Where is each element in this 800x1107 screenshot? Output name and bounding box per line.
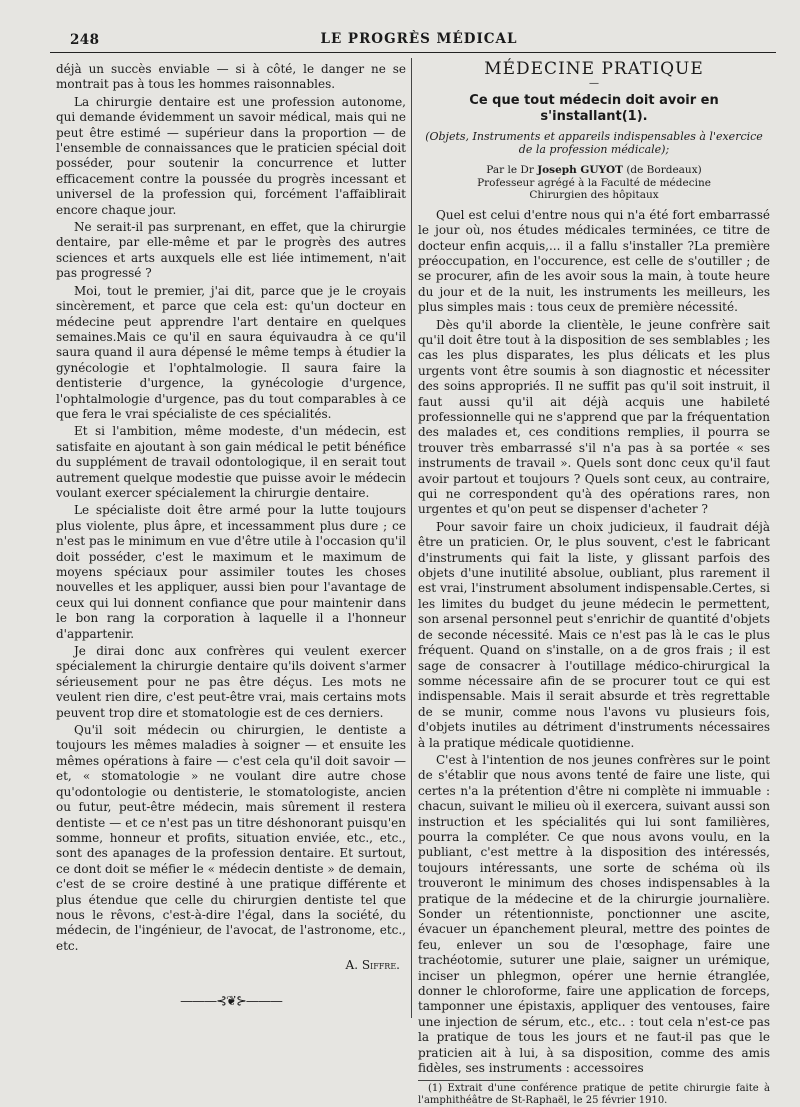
section-dash: —: [589, 78, 599, 90]
column-divider: [411, 58, 412, 1018]
header-rule: [50, 52, 776, 53]
running-head: [70, 30, 768, 50]
left-paragraph: Le spécialiste doit être armé pour la lutte toujours plus violente, plus âpre, et incessamment plus dure ; ce n'est pas le minimum en vue d'être utile à l'occasion qu'il doit posséder, c'est le maximum et le maximum de moyens spéciaux pour assimiler toutes les choses nouvelles et les appliquer, aussi bien pour l'avantage de ceux qui lui donnent confiance que pour maintenir dans le bon rang la corporation à laquelle il a l'honneur d'appartenir.: [56, 503, 406, 641]
journal-title: LE PROGRÈS MÉDICAL: [320, 31, 518, 47]
left-paragraph: Moi, tout le premier, j'ai dit, parce que je le croyais sincèrement, et parce que cela est: qu'un docteur en médecine peut apprendre l'art dentaire en quelques semaines.Mais ce qu'il en saura équivaudra à ce qu'il saura quand il aura dépensé le même temps à étudier la gynécologie et l'ophtalmologie. Il saura faire la dentisterie d'urgence, la gynécologie d'urgence, l'ophtalmologie d'urgence, pas du tout comparables à ce que fera le vrai spécialiste de ces spécialités.: [56, 283, 406, 421]
byline-suffix: (de Bordeaux): [626, 164, 702, 177]
author-signature: A. Siffre.: [345, 958, 400, 973]
left-paragraph: déjà un succès enviable — si à côté, le danger ne se montrait pas à tous les hommes raisonnables.: [56, 62, 406, 92]
left-column: [56, 62, 406, 1030]
right-column: [418, 59, 770, 1107]
left-paragraph: Ne serait-il pas surprenant, en effet, que la chirurgie dentaire, par elle-même et par le progrès des autres sciences et arts auxquels elle est liée intimement, n'ait pas progressé ?: [56, 220, 406, 281]
article-title: Ce que tout médecin doit avoir en s'installant(1).: [469, 93, 719, 124]
left-paragraph: Et si l'ambition, même modeste, d'un médecin, est satisfaite en ajoutant à son gain médical le petit bénéfice du supplément de travail odontologique, il en serait tout autrement quelque modestie que puisse avoir le médecin voulant exercer spécialement la chirurgie dentaire.: [56, 424, 406, 500]
fleuron-ornament: ———⊰❦⊱———: [180, 993, 282, 1009]
page-number: 248: [70, 32, 100, 48]
byline-prefix: Par le Dr: [486, 164, 534, 177]
footnote: (1) Extrait d'une conférence pratique de petite chirurgie faite à l'amphithéâtre de St-Raphaël, le 25 février 1910.: [418, 1083, 770, 1107]
section-title: MÉDECINE PRATIQUE: [484, 59, 704, 79]
left-paragraph: La chirurgie dentaire est une profession autonome, qui demande évidemment un savoir médical, mais qui ne peut être estimé — supérieur dans la proportion — de l'ensemble de connaissances que le praticien spécial doit posséder, pour soutenir la concurrence et lutter efficacement contre la poussée du progrès incessant et universel de la profession qui, forcément l'affaiblirait encore chaque jour.: [56, 94, 406, 217]
right-paragraph: Quel est celui d'entre nous qui n'a été fort embarrassé le jour où, nos études médicales terminées, ce titre de docteur enfin acquis,... il a fallu s'installer ?La première préoccupation, en l'occurence, est celle de s'outiller ; de se procurer, afin de les avoir sous la main, à toute heure du jour et de la nuit, les instruments les meilleurs, les plus simples mais : tous ceux de première nécessité.: [418, 207, 770, 315]
right-paragraph: Pour savoir faire un choix judicieux, il faudrait déjà être un praticien. Or, le plus souvent, c'est le fabricant d'instruments qui fait la liste, y glissant parfois des objets d'une inutilité absolue, oubliant, plus rarement il est vrai, l'instrument absolument indispensable.Certes, si les limites du budget du jeune médecin le permettent, son arsenal personnel peut s'enrichir de quantité d'objets de seconde nécessité. Mais ce n'est pas là le cas le plus fréquent. Quand on s'installe, on a de gros frais ; il est sage de consacrer à l'outillage médico-chirurgical la somme nécessaire afin de se procurer tout ce qui est indispensable. Mais il serait absurde et très regrettable de se munir, comme nous l'avons vu plusieurs fois, d'objets inutiles au détriment d'instruments nécessaires à la pratique médicale quotidienne.: [418, 519, 770, 750]
byline: [418, 164, 770, 202]
article-subtitle: (Objets, Instruments et appareils indispensables à l'exercice de la profession médicale);: [425, 130, 763, 157]
byline-author: Joseph GUYOT: [537, 164, 623, 177]
right-paragraph: C'est à l'intention de nos jeunes confrères sur le point de s'établir que nous avons tenté de faire une liste, qui certes n'a la prétention d'être ni complète ni immuable : chacun, suivant le milieu où il exercera, suivant aussi son instruction et les spécialités qui lui sont familières, pourra la compléter. Ce que nous avons voulu, en la publiant, c'est mettre à la disposition des intéressés, toujours intéressants, une sorte de schéma où ils trouveront le minimum des choses indispensables à la pratique de la médecine et de la chirurgie journalière. Sonder un rétentionniste, ponctionner une ascite, évacuer un épanchement pleural, mettre des pointes de feu, enlever un sou de l'œsophage, faire une trachéotomie, suturer une plaie, saigner un urémique, inciser un phlegmon, opérer une hernie étranglée, donner le chloroforme, faire une application de forceps, tamponner une épistaxis, appliquer des ventouses, faire une injection de sérum, etc., etc.. : tout cela n'est-ce pas la pratique de tous les jours et ne faut-il pas que le praticien ait à lui, à sa disposition, comme des amis fidèles, ses instruments : accessoires: [418, 752, 770, 1076]
right-paragraph: Dès qu'il aborde la clientèle, le jeune confrère sait qu'il doit être tout à la disposition de ses semblables ; les cas les plus disparates, les plus délicats et les plus urgents vont être soumis à son diagnostic et nécessiter des soins appropriés. Il ne suffit pas qu'il soit instruit, il faut aussi qu'il ait déjà acquis une habileté professionnelle qui ne s'apprend que par la fréquentation des malades et, ces conditions remplies, il pourra se trouver très embarrassé s'il n'a pas à sa portée « ses instruments de travail ». Quels sont donc ceux qu'il faut avoir partout et toujours ? Quels sont ceux, au contraire, qui ne correspondent qu'à des opérations rares, non urgentes et qu'on peut se dispenser d'acheter ?: [418, 317, 770, 517]
left-paragraph: Je dirai donc aux confrères qui veulent exercer spécialement la chirurgie dentaire qu'ils doivent s'armer sérieusement pour ne pas être déçus. Les mots ne veulent rien dire, c'est peut-être vrai, mais certains mots peuvent trop dire et stomatologie est de ces derniers.: [56, 644, 406, 720]
byline-role: Chirurgien des hôpitaux: [529, 189, 659, 202]
left-paragraph: Qu'il soit médecin ou chirurgien, le dentiste a toujours les mêmes maladies à soigner — et ensuite les mêmes opérations à faire — c'est cela qu'il doit savoir — et, « stomatologie » ne voulant dire autre chose qu'odontologie ou dentisterie, le stomatologiste, ancien ou futur, peut-être médecin, mais sûrement il restera dentiste — et ce n'est pas un titre déshonorant puisqu'en somme, honneur et profits, situation enviée, etc., etc., sont des apanages de la profession dentaire. Et surtout, ce dont doit se méfier le « médecin dentiste » de demain, c'est de se croire destiné à une pratique différente et plus étendue que celle du chirurgien dentiste tel que nous le rêvons, c'est-à-dire l'égal, dans la société, du médecin, de l'ingénieur, de l'avocat, de l'astronome, etc., etc.: [56, 723, 406, 953]
byline-role: Professeur agrégé à la Faculté de médecine: [477, 176, 711, 189]
footnote-rule: [418, 1080, 528, 1081]
